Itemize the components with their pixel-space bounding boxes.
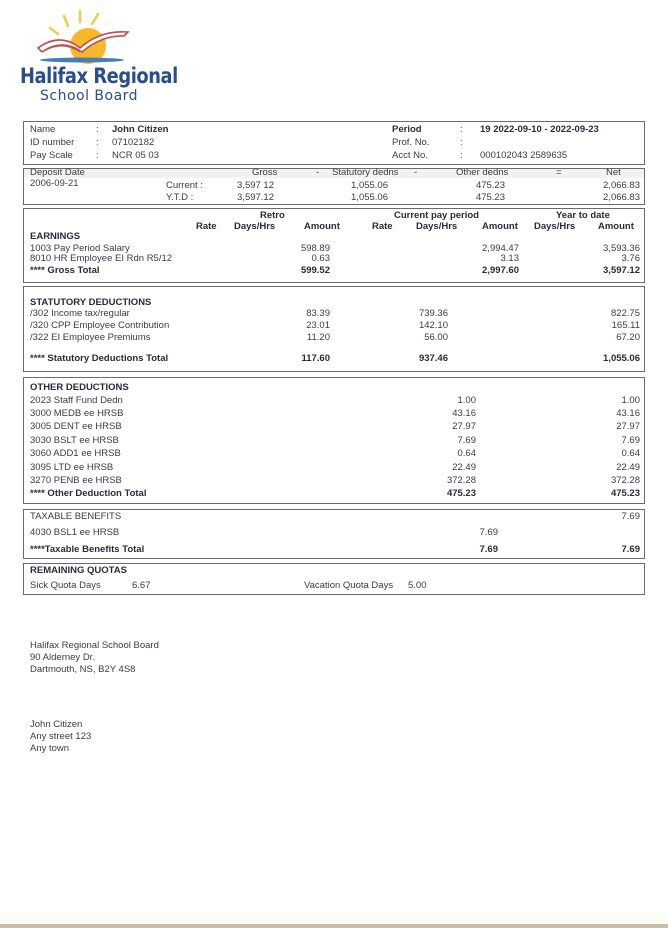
ytd-statutory: 1,055.06 — [351, 192, 388, 203]
other-row-ytd: 1.00 — [621, 395, 640, 406]
prof-no-label: Prof. No. — [392, 137, 430, 148]
other-total-current: 475.23 — [446, 488, 476, 499]
other-row-current: 372.28 — [446, 475, 476, 486]
other-row-ytd: 22.49 — [616, 462, 640, 473]
statutory-total-ytd: 1,055.06 — [603, 353, 640, 364]
sick-quota-label: Sick Quota Days — [30, 580, 101, 591]
pay-scale-value: NCR 05 03 — [112, 150, 159, 161]
pay-scale-label: Pay Scale — [30, 150, 73, 161]
statutory-label: Statutory dedns — [332, 167, 399, 178]
minus-sign: - — [414, 167, 418, 178]
page-bottom-fade — [0, 912, 668, 924]
other-row-label: 2023 Staff Fund Dedn — [30, 395, 123, 406]
name-label: Name — [30, 124, 56, 135]
ytd-days-header: Days/Hrs — [534, 221, 576, 232]
employee-address — [30, 719, 91, 755]
equals-sign: = — [556, 167, 562, 178]
earnings-row-retro: 0.63 — [311, 253, 330, 264]
taxable-total-label: ****Taxable Benefits Total — [30, 544, 145, 555]
acct-no-value: 000102043 2589635 — [480, 150, 568, 161]
ytd-net: 2,066.83 — [603, 192, 640, 203]
earnings-row-retro: 598.89 — [300, 243, 330, 254]
earnings-row-ytd: 3,593.36 — [603, 243, 640, 254]
cur-amount-header: Amount — [482, 221, 518, 232]
ytd-label: Y.T.D : — [166, 192, 194, 203]
taxable-total-current: 7.69 — [479, 544, 498, 555]
rate-header: Rate — [196, 221, 217, 232]
ytd-amount-header: Amount — [598, 221, 634, 232]
other-row-current: 1.00 — [457, 395, 476, 406]
sun-book-logo-icon — [20, 8, 150, 68]
logo-title: Halifax Regional — [20, 64, 178, 88]
statutory-row-current: 56.00 — [424, 332, 448, 343]
other-row-current: 0.64 — [457, 448, 476, 459]
current-other: 475.23 — [475, 180, 505, 191]
vacation-quota-value: 5.00 — [408, 580, 427, 591]
ytd-other: 475.23 — [475, 192, 505, 203]
deposit-date-label: Deposit Date — [30, 167, 85, 178]
other-total-label: **** Other Deduction Total — [30, 488, 147, 499]
other-row-label: 3000 MEDB ee HRSB — [30, 408, 124, 419]
address-line: Any street 123 — [30, 731, 92, 742]
days-hrs-header: Days/Hrs — [234, 221, 276, 232]
cur-days-header: Days/Hrs — [416, 221, 458, 232]
employee-name: John Citizen — [112, 124, 169, 135]
taxable-row-current: 7.69 — [479, 527, 498, 538]
colon: : — [96, 137, 99, 148]
colon: : — [96, 124, 99, 135]
statutory-title: STATUTORY DEDUCTIONS — [30, 297, 152, 308]
acct-no-label: Acct No. — [392, 150, 428, 161]
logo-subtitle: School Board — [40, 88, 139, 104]
statutory-row-retro: 11.20 — [306, 332, 330, 343]
statutory-row-label: /302 Income tax/regular — [30, 308, 130, 319]
other-row-current: 43.16 — [452, 408, 476, 419]
vacation-quota-label: Vacation Quota Days — [304, 580, 394, 591]
taxable-benefits-box — [23, 509, 645, 559]
other-row-ytd: 27.97 — [616, 421, 640, 432]
sick-quota-value: 6.67 — [132, 580, 151, 591]
taxable-total-ytd: 7.69 — [621, 544, 640, 555]
earnings-row-current: 3.13 — [500, 253, 519, 264]
earnings-row-ytd: 3.76 — [621, 253, 640, 264]
statutory-total-label: **** Statutory Deductions Total — [30, 353, 169, 364]
other-label: Other dedns — [456, 167, 509, 178]
statutory-total-retro: 117.60 — [301, 353, 330, 364]
id-label: ID number — [30, 137, 75, 148]
earnings-row-current: 2,994.47 — [482, 243, 519, 254]
employee-id: 07102182 — [112, 137, 155, 148]
gross-total-ytd: 3,597.12 — [603, 265, 640, 276]
taxable-row-label: 4030 BSL1 ee HRSB — [30, 527, 120, 538]
colon: : — [460, 137, 463, 148]
other-row-ytd: 0.64 — [621, 448, 640, 459]
period-value: 19 2022-09-10 - 2022-09-23 — [480, 124, 599, 135]
taxable-title: TAXABLE BENEFITS — [30, 511, 122, 522]
other-row-label: 3095 LTD ee HRSB — [30, 462, 114, 473]
employee-info-box — [23, 121, 645, 165]
gross-total-current: 2,997.60 — [482, 265, 519, 276]
statutory-row-ytd: 67.20 — [616, 332, 640, 343]
remaining-quotas-box — [23, 563, 645, 595]
period-label: Period — [392, 124, 422, 135]
statutory-row-current: 739.36 — [418, 308, 448, 319]
current-gross: 3,597 12 — [237, 180, 274, 191]
employer-address — [30, 640, 159, 676]
statutory-row-label: /322 EI Employee Premiums — [30, 332, 151, 343]
statutory-row-ytd: 165.11 — [611, 320, 640, 331]
gross-total-retro: 599.52 — [300, 265, 330, 276]
address-line: John Citizen — [30, 719, 83, 730]
colon: : — [96, 150, 99, 161]
net-label: Net — [606, 167, 621, 178]
ytd-header: Year to date — [556, 210, 610, 221]
statutory-row-label: /320 CPP Employee Contribution — [30, 320, 170, 331]
other-row-current: 27.97 — [452, 421, 476, 432]
statutory-deductions-box — [23, 286, 645, 372]
earnings-box — [23, 208, 645, 283]
other-deductions-box — [23, 377, 645, 504]
cur-rate-header: Rate — [372, 221, 393, 232]
deposit-date: 2006-09-21 — [30, 178, 79, 189]
other-row-label: 3030 BSLT ee HRSB — [30, 435, 119, 446]
taxable-title-ytd: 7.69 — [621, 511, 640, 522]
colon: : — [460, 124, 463, 135]
earnings-row-label: 1003 Pay Period Salary — [30, 243, 130, 254]
other-row-ytd: 43.16 — [616, 408, 640, 419]
earnings-title: EARNINGS — [30, 231, 81, 242]
other-row-label: 3270 PENB ee HRSB — [30, 475, 122, 486]
current-statutory: 1,055.06 — [351, 180, 388, 191]
ytd-gross: 3,597.12 — [237, 192, 274, 203]
earnings-row-label: 8010 HR Employee EI Rdn R5/12 — [30, 253, 173, 264]
other-deductions-title: OTHER DEDUCTIONS — [30, 382, 129, 393]
current-period-header: Current pay period — [394, 210, 479, 221]
quotas-title: REMAINING QUOTAS — [30, 565, 127, 576]
other-row-label: 3005 DENT ee HRSB — [30, 421, 122, 432]
address-line: Any town — [30, 743, 70, 754]
address-line: Halifax Regional School Board — [30, 640, 159, 651]
other-row-ytd: 372.28 — [610, 475, 640, 486]
gross-label: Gross — [252, 167, 278, 178]
other-row-current: 7.69 — [457, 435, 476, 446]
other-row-ytd: 7.69 — [621, 435, 640, 446]
statutory-total-current: 937.46 — [418, 353, 448, 364]
other-row-current: 22.49 — [452, 462, 476, 473]
other-row-label: 3060 ADD1 ee HRSB — [30, 448, 121, 459]
address-line: 90 Alderney Dr. — [30, 652, 95, 663]
current-net: 2,066.83 — [603, 180, 640, 191]
statutory-row-retro: 83.39 — [306, 308, 330, 319]
amount-header: Amount — [304, 221, 340, 232]
page-bottom-edge — [0, 924, 668, 928]
colon: : — [460, 150, 463, 161]
statutory-row-retro: 23.01 — [306, 320, 330, 331]
address-line: Dartmouth, NS, B2Y 4S8 — [30, 664, 136, 675]
gross-total-label: **** Gross Total — [30, 265, 100, 276]
retro-header: Retro — [260, 210, 285, 221]
deposit-summary-box — [23, 168, 645, 205]
other-total-ytd: 475.23 — [610, 488, 640, 499]
statutory-row-current: 142.10 — [418, 320, 448, 331]
minus-sign: - — [316, 167, 320, 178]
statutory-row-ytd: 822.75 — [610, 308, 640, 319]
current-label: Current : — [166, 180, 203, 191]
